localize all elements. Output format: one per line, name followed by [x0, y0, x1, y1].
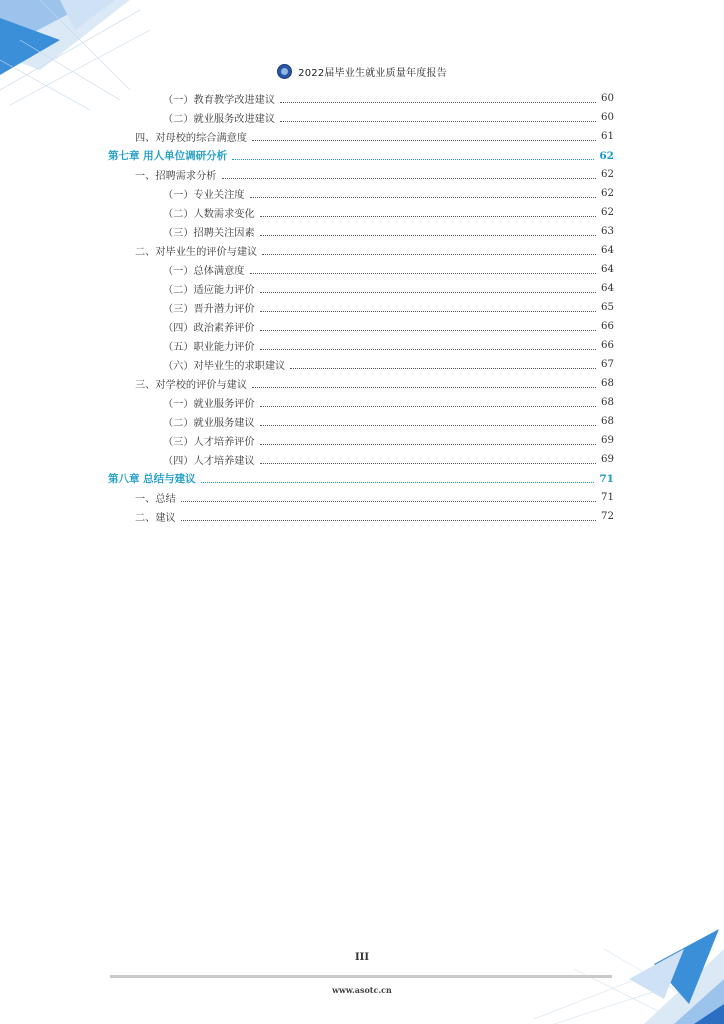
- toc-entry-page: 71: [601, 492, 614, 503]
- toc-entry-page: 61: [601, 131, 614, 142]
- toc-entry-label: 一、总结: [135, 490, 178, 505]
- toc-entry-page: 68: [601, 397, 614, 408]
- toc-entry-page: 60: [601, 112, 614, 123]
- toc-entry-label: 第七章 用人单位调研分析: [108, 150, 228, 162]
- dot-leader: [280, 101, 596, 103]
- toc-entry-label: （五）职业能力评价: [163, 338, 257, 353]
- toc-entry[interactable]: [108, 374, 614, 393]
- toc-entry[interactable]: [108, 89, 614, 108]
- dot-leader: [201, 481, 595, 483]
- page-header: [0, 62, 724, 80]
- toc-entry-page: 66: [601, 340, 614, 351]
- dot-leader: [290, 367, 596, 369]
- toc-entry-page: 68: [601, 416, 614, 427]
- toc-entry-page: 64: [601, 264, 614, 275]
- toc-entry[interactable]: [108, 203, 614, 222]
- dot-leader: [232, 158, 594, 160]
- dot-leader: [260, 329, 596, 331]
- toc-entry[interactable]: [108, 412, 614, 431]
- toc-entry-label: （二）人数需求变化: [163, 205, 257, 220]
- toc-entry[interactable]: [108, 184, 614, 203]
- toc-entry-page: 60: [601, 93, 614, 104]
- toc-entry[interactable]: [108, 393, 614, 412]
- toc-entry-label: （四）人才培养建议: [163, 452, 257, 467]
- toc-entry[interactable]: [108, 355, 614, 374]
- toc-entry-page: 69: [601, 435, 614, 446]
- dot-leader: [222, 177, 597, 179]
- dot-leader: [252, 386, 596, 388]
- toc-entry[interactable]: [108, 260, 614, 279]
- dot-leader: [260, 310, 596, 312]
- dot-leader: [250, 272, 597, 274]
- dot-leader: [260, 405, 596, 407]
- toc-entry[interactable]: [108, 279, 614, 298]
- corner-decoration-bottom-right: [534, 909, 724, 1024]
- toc-entry-page: 63: [601, 226, 614, 237]
- toc-entry[interactable]: [108, 336, 614, 355]
- table-of-contents: [108, 89, 614, 526]
- header-title: 2022届毕业生就业质量年度报告: [298, 67, 447, 79]
- page-number: III: [354, 952, 370, 963]
- dot-leader: [181, 500, 596, 502]
- toc-entry-page: 71: [599, 472, 614, 485]
- toc-entry-label: （四）政治素养评价: [163, 319, 257, 334]
- toc-chapter-entry[interactable]: [108, 469, 614, 488]
- dot-leader: [280, 120, 596, 122]
- toc-entry-page: 65: [601, 302, 614, 313]
- toc-entry[interactable]: [108, 450, 614, 469]
- toc-entry-label: （一）专业关注度: [163, 186, 247, 201]
- dot-leader: [260, 443, 596, 445]
- toc-entry[interactable]: [108, 127, 614, 146]
- toc-entry-label: （二）就业服务建议: [163, 414, 257, 429]
- toc-entry-page: 62: [601, 207, 614, 218]
- toc-entry-label: 第八章 总结与建议: [108, 473, 196, 485]
- toc-entry[interactable]: [108, 431, 614, 450]
- dot-leader: [260, 234, 596, 236]
- dot-leader: [181, 519, 596, 521]
- toc-entry-page: 66: [601, 321, 614, 332]
- toc-entry-label: （三）晋升潜力评价: [163, 300, 257, 315]
- toc-entry-page: 62: [601, 169, 614, 180]
- toc-entry[interactable]: [108, 165, 614, 184]
- toc-entry-label: （一）就业服务评价: [163, 395, 257, 410]
- footer-url: www.asotc.cn: [332, 985, 392, 995]
- dot-leader: [260, 348, 596, 350]
- dot-leader: [260, 215, 596, 217]
- toc-entry[interactable]: [108, 222, 614, 241]
- school-logo-icon: [277, 64, 292, 79]
- toc-entry[interactable]: [108, 298, 614, 317]
- toc-entry-label: 二、建议: [135, 509, 178, 524]
- toc-entry[interactable]: [108, 507, 614, 526]
- toc-entry-page: 62: [601, 188, 614, 199]
- toc-entry-page: 68: [601, 378, 614, 389]
- toc-chapter-entry[interactable]: [108, 146, 614, 165]
- toc-entry-label: （一）总体满意度: [163, 262, 247, 277]
- footer-divider: [110, 975, 612, 978]
- toc-entry-page: 67: [601, 359, 614, 370]
- toc-entry-page: 64: [601, 245, 614, 256]
- dot-leader: [260, 462, 596, 464]
- dot-leader: [250, 196, 597, 198]
- toc-entry[interactable]: [108, 241, 614, 260]
- dot-leader: [252, 139, 596, 141]
- toc-entry-label: （二）就业服务改进建议: [163, 110, 277, 125]
- toc-entry[interactable]: [108, 317, 614, 336]
- toc-entry[interactable]: [108, 108, 614, 127]
- toc-entry-label: （一）教育教学改进建议: [163, 91, 277, 106]
- toc-entry-page: 72: [601, 511, 614, 522]
- toc-entry-page: 64: [601, 283, 614, 294]
- toc-entry-label: （三）招聘关注因素: [163, 224, 257, 239]
- toc-entry-label: 二、对毕业生的评价与建议: [135, 243, 259, 258]
- toc-entry-label: 一、招聘需求分析: [135, 167, 219, 182]
- dot-leader: [260, 291, 596, 293]
- toc-entry-label: （三）人才培养评价: [163, 433, 257, 448]
- toc-entry-page: 62: [599, 149, 614, 162]
- dot-leader: [260, 424, 596, 426]
- toc-entry-label: （二）适应能力评价: [163, 281, 257, 296]
- toc-entry-label: 四、对母校的综合满意度: [135, 129, 249, 144]
- toc-entry[interactable]: [108, 488, 614, 507]
- toc-entry-label: （六）对毕业生的求职建议: [163, 357, 287, 372]
- dot-leader: [262, 253, 596, 255]
- toc-entry-page: 69: [601, 454, 614, 465]
- toc-entry-label: 三、对学校的评价与建议: [135, 376, 249, 391]
